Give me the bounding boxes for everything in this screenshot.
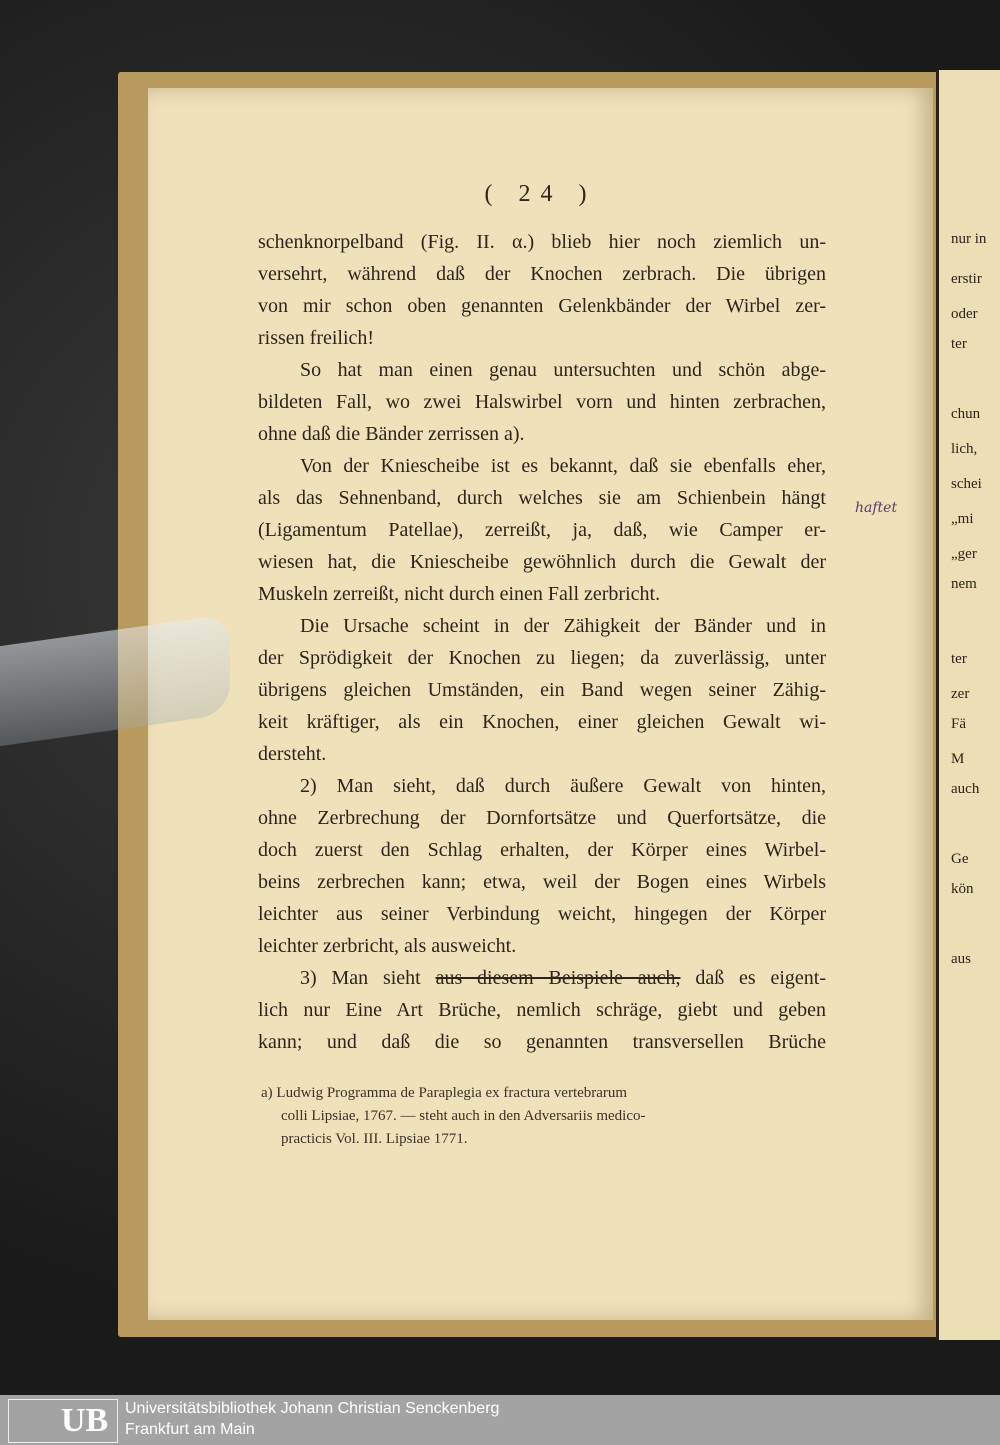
right-page-fragment: zer bbox=[951, 686, 970, 702]
text-line: Muskeln zerreißt, nicht durch einen Fall zerbricht. bbox=[258, 583, 661, 605]
right-page-fragment: aus bbox=[951, 951, 971, 967]
right-page-fragment: ter bbox=[951, 651, 967, 667]
text-fragment: daß es eigent- bbox=[695, 967, 826, 989]
text-line: dersteht. bbox=[258, 743, 327, 765]
right-page-fragment: nem bbox=[951, 576, 977, 592]
text-line: keit kräftiger, als ein Knochen, einer gleichen Gewalt wi- bbox=[258, 711, 826, 733]
text-line: wiesen hat, die Kniescheibe gewöhnlich durch die Gewalt der bbox=[258, 551, 826, 573]
right-page-fragment: Fä bbox=[951, 716, 966, 732]
page-number: ( 24 ) bbox=[484, 181, 597, 207]
footnote-line: colli Lipsiae, 1767. — steht auch in den Adversariis medico- bbox=[281, 1108, 646, 1124]
right-page-fragment: erstir bbox=[951, 271, 982, 287]
footnote-line: practicis Vol. III. Lipsiae 1771. bbox=[281, 1131, 468, 1147]
text-line: Die Ursache scheint in der Zähigkeit der Bänder und in bbox=[300, 615, 826, 637]
text-line: ohne daß die Bänder zerrissen a). bbox=[258, 423, 525, 445]
text-line: als das Sehnenband, durch welches sie am Schienbein hängt bbox=[258, 487, 826, 509]
right-page-fragment: „mi bbox=[951, 511, 974, 527]
footer-bar bbox=[0, 1395, 1000, 1445]
text-line: doch zuerst den Schlag erhalten, der Körper eines Wirbel- bbox=[258, 839, 826, 861]
right-page-fragment: oder bbox=[951, 306, 978, 322]
struck-text: aus diesem Beispiele auch, bbox=[435, 967, 681, 989]
right-page-fragment: Ge bbox=[951, 851, 969, 867]
text-line: ohne Zerbrechung der Dornfortsätze und Querfortsätze, die bbox=[258, 807, 826, 829]
text-line: beins zerbrechen kann; etwa, weil der Bogen eines Wirbels bbox=[258, 871, 826, 893]
right-page-fragment: „ger bbox=[951, 546, 977, 562]
library-city: Frankfurt am Main bbox=[125, 1421, 255, 1438]
right-page-fragment: lich, bbox=[951, 441, 978, 457]
text-line: 2) Man sieht, daß durch äußere Gewalt von hinten, bbox=[300, 775, 826, 797]
library-name: Universitätsbibliothek Johann Christian Senckenberg bbox=[125, 1400, 500, 1417]
text-line: rissen freilich! bbox=[258, 327, 375, 349]
footnote bbox=[261, 1082, 821, 1151]
right-page-fragment: nur in bbox=[951, 231, 987, 247]
book-page bbox=[148, 88, 933, 1320]
text-line: schenknorpelband (Fig. II. α.) blieb hier noch ziemlich un- bbox=[258, 231, 826, 253]
right-page-fragment: auch bbox=[951, 781, 980, 797]
text-line: kann; und daß die so genannten transversellen Brüche bbox=[258, 1031, 826, 1053]
text-line: leichter aus seiner Verbindung weicht, hingegen der Körper bbox=[258, 903, 826, 925]
text-line: bildeten Fall, wo zwei Halswirbel vorn und hinten zerbrachen, bbox=[258, 391, 826, 413]
text-line: leichter zerbricht, als ausweicht. bbox=[258, 935, 517, 957]
handwritten-margin-note: haftet bbox=[855, 500, 898, 516]
right-page-fragment: chun bbox=[951, 406, 981, 422]
body-text bbox=[258, 226, 826, 1058]
text-line: lich nur Eine Art Brüche, nemlich schräge, giebt und geben bbox=[258, 999, 826, 1021]
text-fragment: 3) Man sieht bbox=[300, 967, 421, 989]
right-page-fragment: M bbox=[951, 751, 965, 767]
text-line: versehrt, während daß der Knochen zerbrach. Die übrigen bbox=[258, 263, 826, 285]
library-logo: UB bbox=[8, 1399, 118, 1443]
text-line: der Sprödigkeit der Knochen zu liegen; da zuverlässig, unter bbox=[258, 647, 826, 669]
text-line: von mir schon oben genannten Gelenkbänder der Wirbel zer- bbox=[258, 295, 826, 317]
text-line: Von der Kniescheibe ist es bekannt, daß sie ebenfalls eher, bbox=[300, 455, 826, 477]
right-page-fragment: kön bbox=[951, 881, 974, 897]
text-line: So hat man einen genau untersuchten und schön abge- bbox=[300, 359, 826, 381]
text-line bbox=[258, 962, 826, 994]
footnote-line: a) Ludwig Programma de Paraplegia ex fractura vertebrarum bbox=[261, 1085, 628, 1101]
text-line: (Ligamentum Patellae), zerreißt, ja, daß, wie Camper er- bbox=[258, 519, 826, 541]
right-page-fragment: schei bbox=[951, 476, 982, 492]
right-page bbox=[936, 70, 1000, 1340]
right-page-fragment: ter bbox=[951, 336, 967, 352]
text-line: übrigens gleichen Umständen, ein Band wegen seiner Zähig- bbox=[258, 679, 826, 701]
